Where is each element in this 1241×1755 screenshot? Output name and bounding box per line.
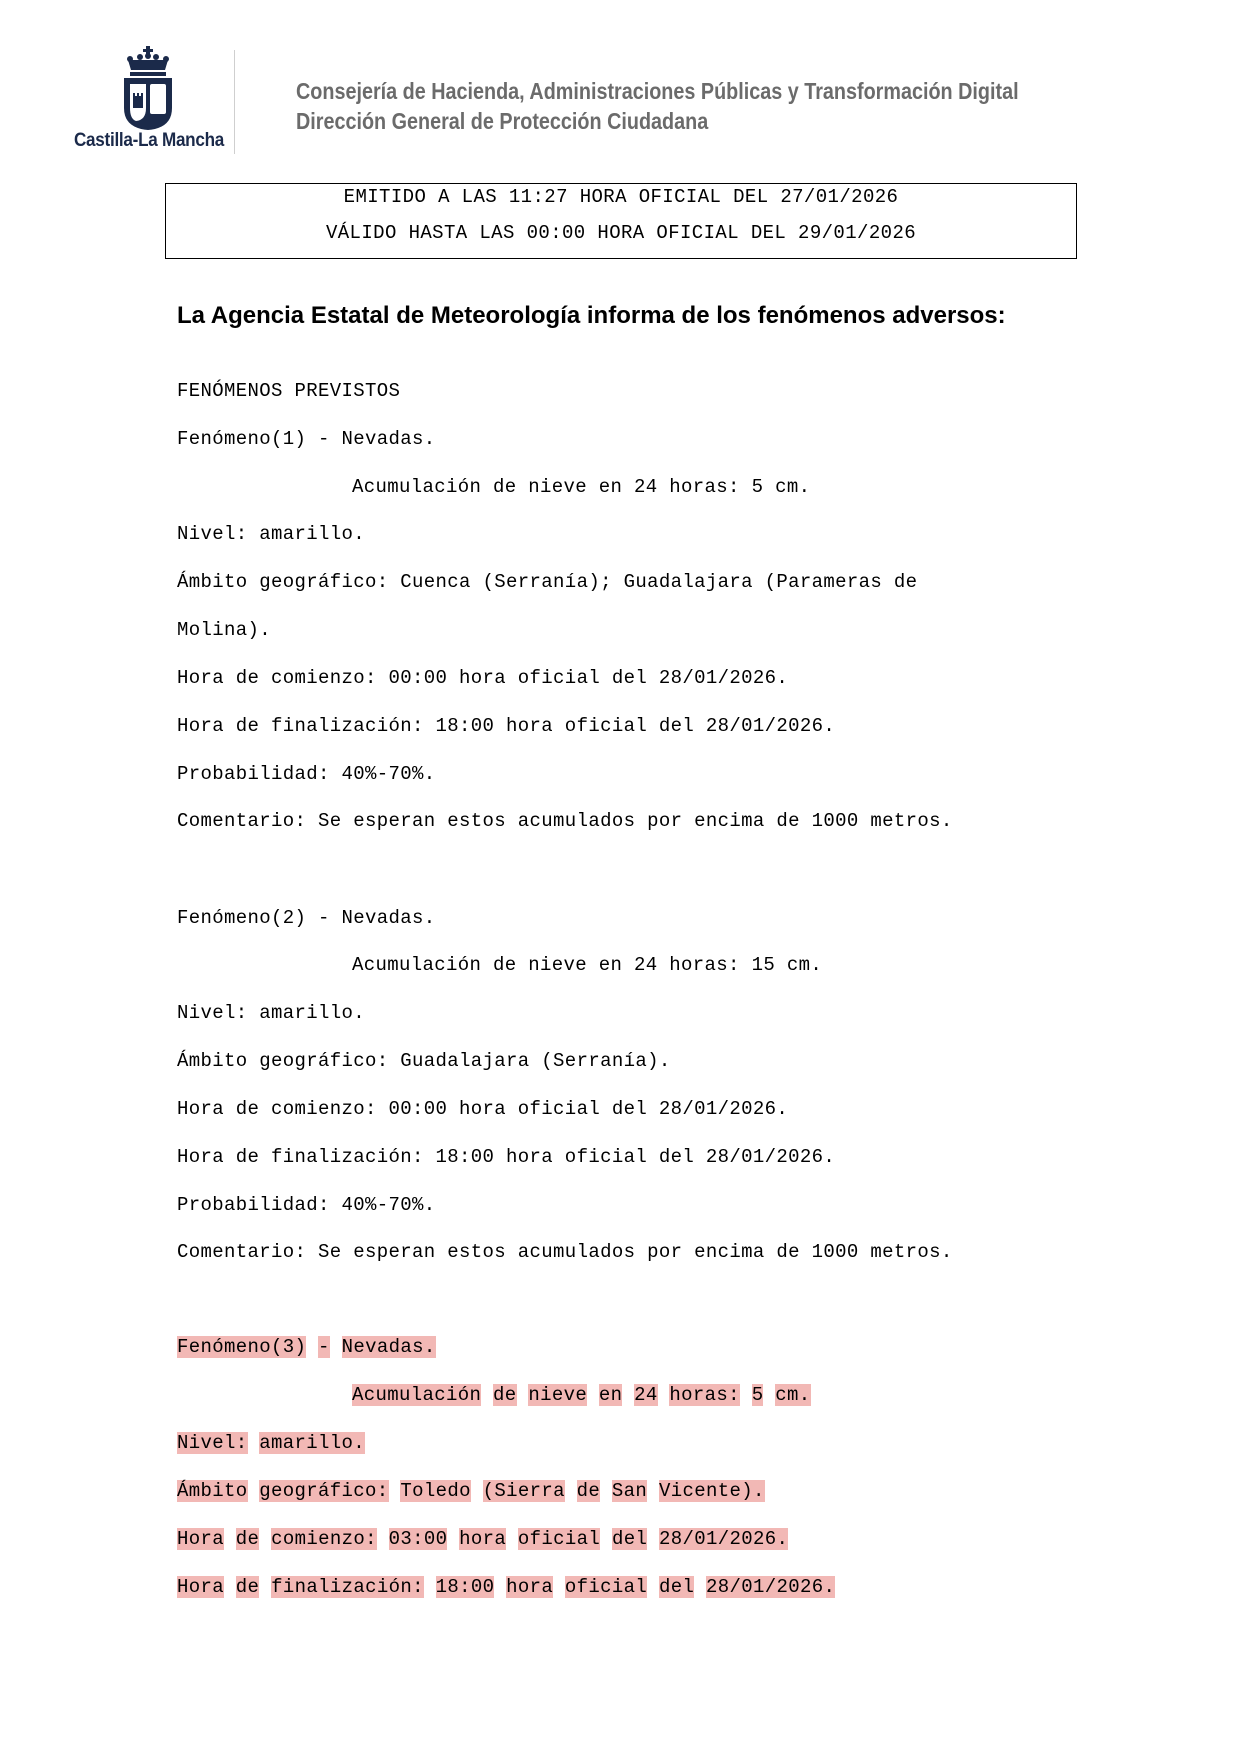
highlighted-word: 03:00 [388,1528,448,1550]
highlighted-word: Acumulación [352,1384,482,1406]
highlighted-word: del [658,1576,695,1598]
phenomenon-accumulation-highlighted [352,1384,811,1406]
phenomenon-end: Hora de finalización: 18:00 hora oficial del 28/01/2026. [177,1146,836,1168]
highlighted-word: oficial [517,1528,601,1550]
highlighted-word: Nivel: [177,1432,248,1454]
intro-heading: La Agencia Estatal de Meteorología informa de los fenómenos adversos: [177,302,1006,329]
highlighted-word: Toledo [400,1480,471,1502]
phenomenon-start: Hora de comienzo: 00:00 hora oficial del 28/01/2026. [177,667,789,689]
section-title: FENÓMENOS PREVISTOS [177,380,401,402]
phenomenon-probability: Probabilidad: 40%-70%. [177,763,436,785]
highlighted-word: hora [459,1528,507,1550]
highlighted-word: de [235,1528,260,1550]
highlighted-word: 28/01/2026. [705,1576,836,1598]
phenomenon-area-cont: Molina). [177,619,272,641]
castilla-la-mancha-logo [64,46,234,158]
phenomenon-end-highlighted [177,1576,835,1598]
org-name: Castilla-La Mancha [73,130,225,151]
highlighted-word: geográfico: [259,1480,389,1502]
validity-box [165,183,1077,259]
highlighted-word: oficial [564,1576,648,1598]
phenomenon-area-highlighted [177,1480,765,1502]
phenomenon-comment: Comentario: Se esperan estos acumulados por encima de 1000 metros. [177,1241,953,1263]
highlighted-word: comienzo: [271,1528,377,1550]
valid-until-line: VÁLIDO HASTA LAS 00:00 HORA OFICIAL DEL 29/01/2026 [325,222,917,244]
department-name: Consejería de Hacienda, Administraciones Públicas y Transformación Digital [296,78,1019,104]
highlighted-word: del [611,1528,648,1550]
highlighted-word: 5 [751,1384,764,1406]
highlighted-word: 18:00 [435,1576,495,1598]
highlighted-word: 28/01/2026. [658,1528,789,1550]
highlighted-word: cm. [775,1384,811,1406]
phenomenon-comment: Comentario: Se esperan estos acumulados por encima de 1000 metros. [177,810,953,832]
highlighted-word: de [576,1480,601,1502]
highlighted-word: Nevadas. [341,1336,436,1358]
highlighted-word: 24 [634,1384,658,1406]
phenomenon-area: Ámbito geográfico: Guadalajara (Serranía). [177,1050,671,1072]
highlighted-word: Hora [177,1576,225,1598]
highlighted-word: Fenómeno(3) [177,1336,307,1358]
highlighted-word: de [493,1384,517,1406]
highlighted-word: en [598,1384,623,1406]
coat-of-arms-icon [64,46,234,130]
highlighted-word: Vicente). [658,1480,765,1502]
directorate-name: Dirección General de Protección Ciudadana [296,108,709,134]
phenomenon-start-highlighted [177,1528,788,1550]
phenomenon-start: Hora de comienzo: 00:00 hora oficial del 28/01/2026. [177,1098,789,1120]
phenomenon-area: Ámbito geográfico: Cuenca (Serranía); Guadalajara (Parameras de [177,571,918,593]
issued-line: EMITIDO A LAS 11:27 HORA OFICIAL DEL 27/01/2026 [343,186,899,208]
highlighted-word: nieve [528,1384,588,1406]
header-text [296,76,1019,136]
phenomenon-title: Fenómeno(1) - Nevadas. [177,428,436,450]
phenomenon-title-highlighted [177,1336,436,1358]
highlighted-word: San [611,1480,648,1502]
phenomenon-probability: Probabilidad: 40%-70%. [177,1194,436,1216]
highlighted-word: amarillo. [259,1432,366,1454]
highlighted-word: de [235,1576,260,1598]
highlighted-word: horas: [669,1384,740,1406]
highlighted-word: (Sierra [482,1480,565,1502]
highlighted-word: hora [506,1576,554,1598]
phenomenon-title: Fenómeno(2) - Nevadas. [177,907,436,929]
phenomenon-level: Nivel: amarillo. [177,523,366,545]
header-divider [234,50,235,154]
phenomenon-level: Nivel: amarillo. [177,1002,366,1024]
highlighted-word: - [318,1336,330,1358]
highlighted-word: Hora [177,1528,225,1550]
phenomenon-accumulation: Acumulación de nieve en 24 horas: 15 cm. [352,954,823,976]
phenomenon-level-highlighted [177,1432,365,1454]
highlighted-word: finalización: [271,1576,424,1598]
phenomenon-accumulation: Acumulación de nieve en 24 horas: 5 cm. [352,476,811,498]
phenomenon-end: Hora de finalización: 18:00 hora oficial del 28/01/2026. [177,715,836,737]
highlighted-word: Ámbito [177,1480,248,1502]
